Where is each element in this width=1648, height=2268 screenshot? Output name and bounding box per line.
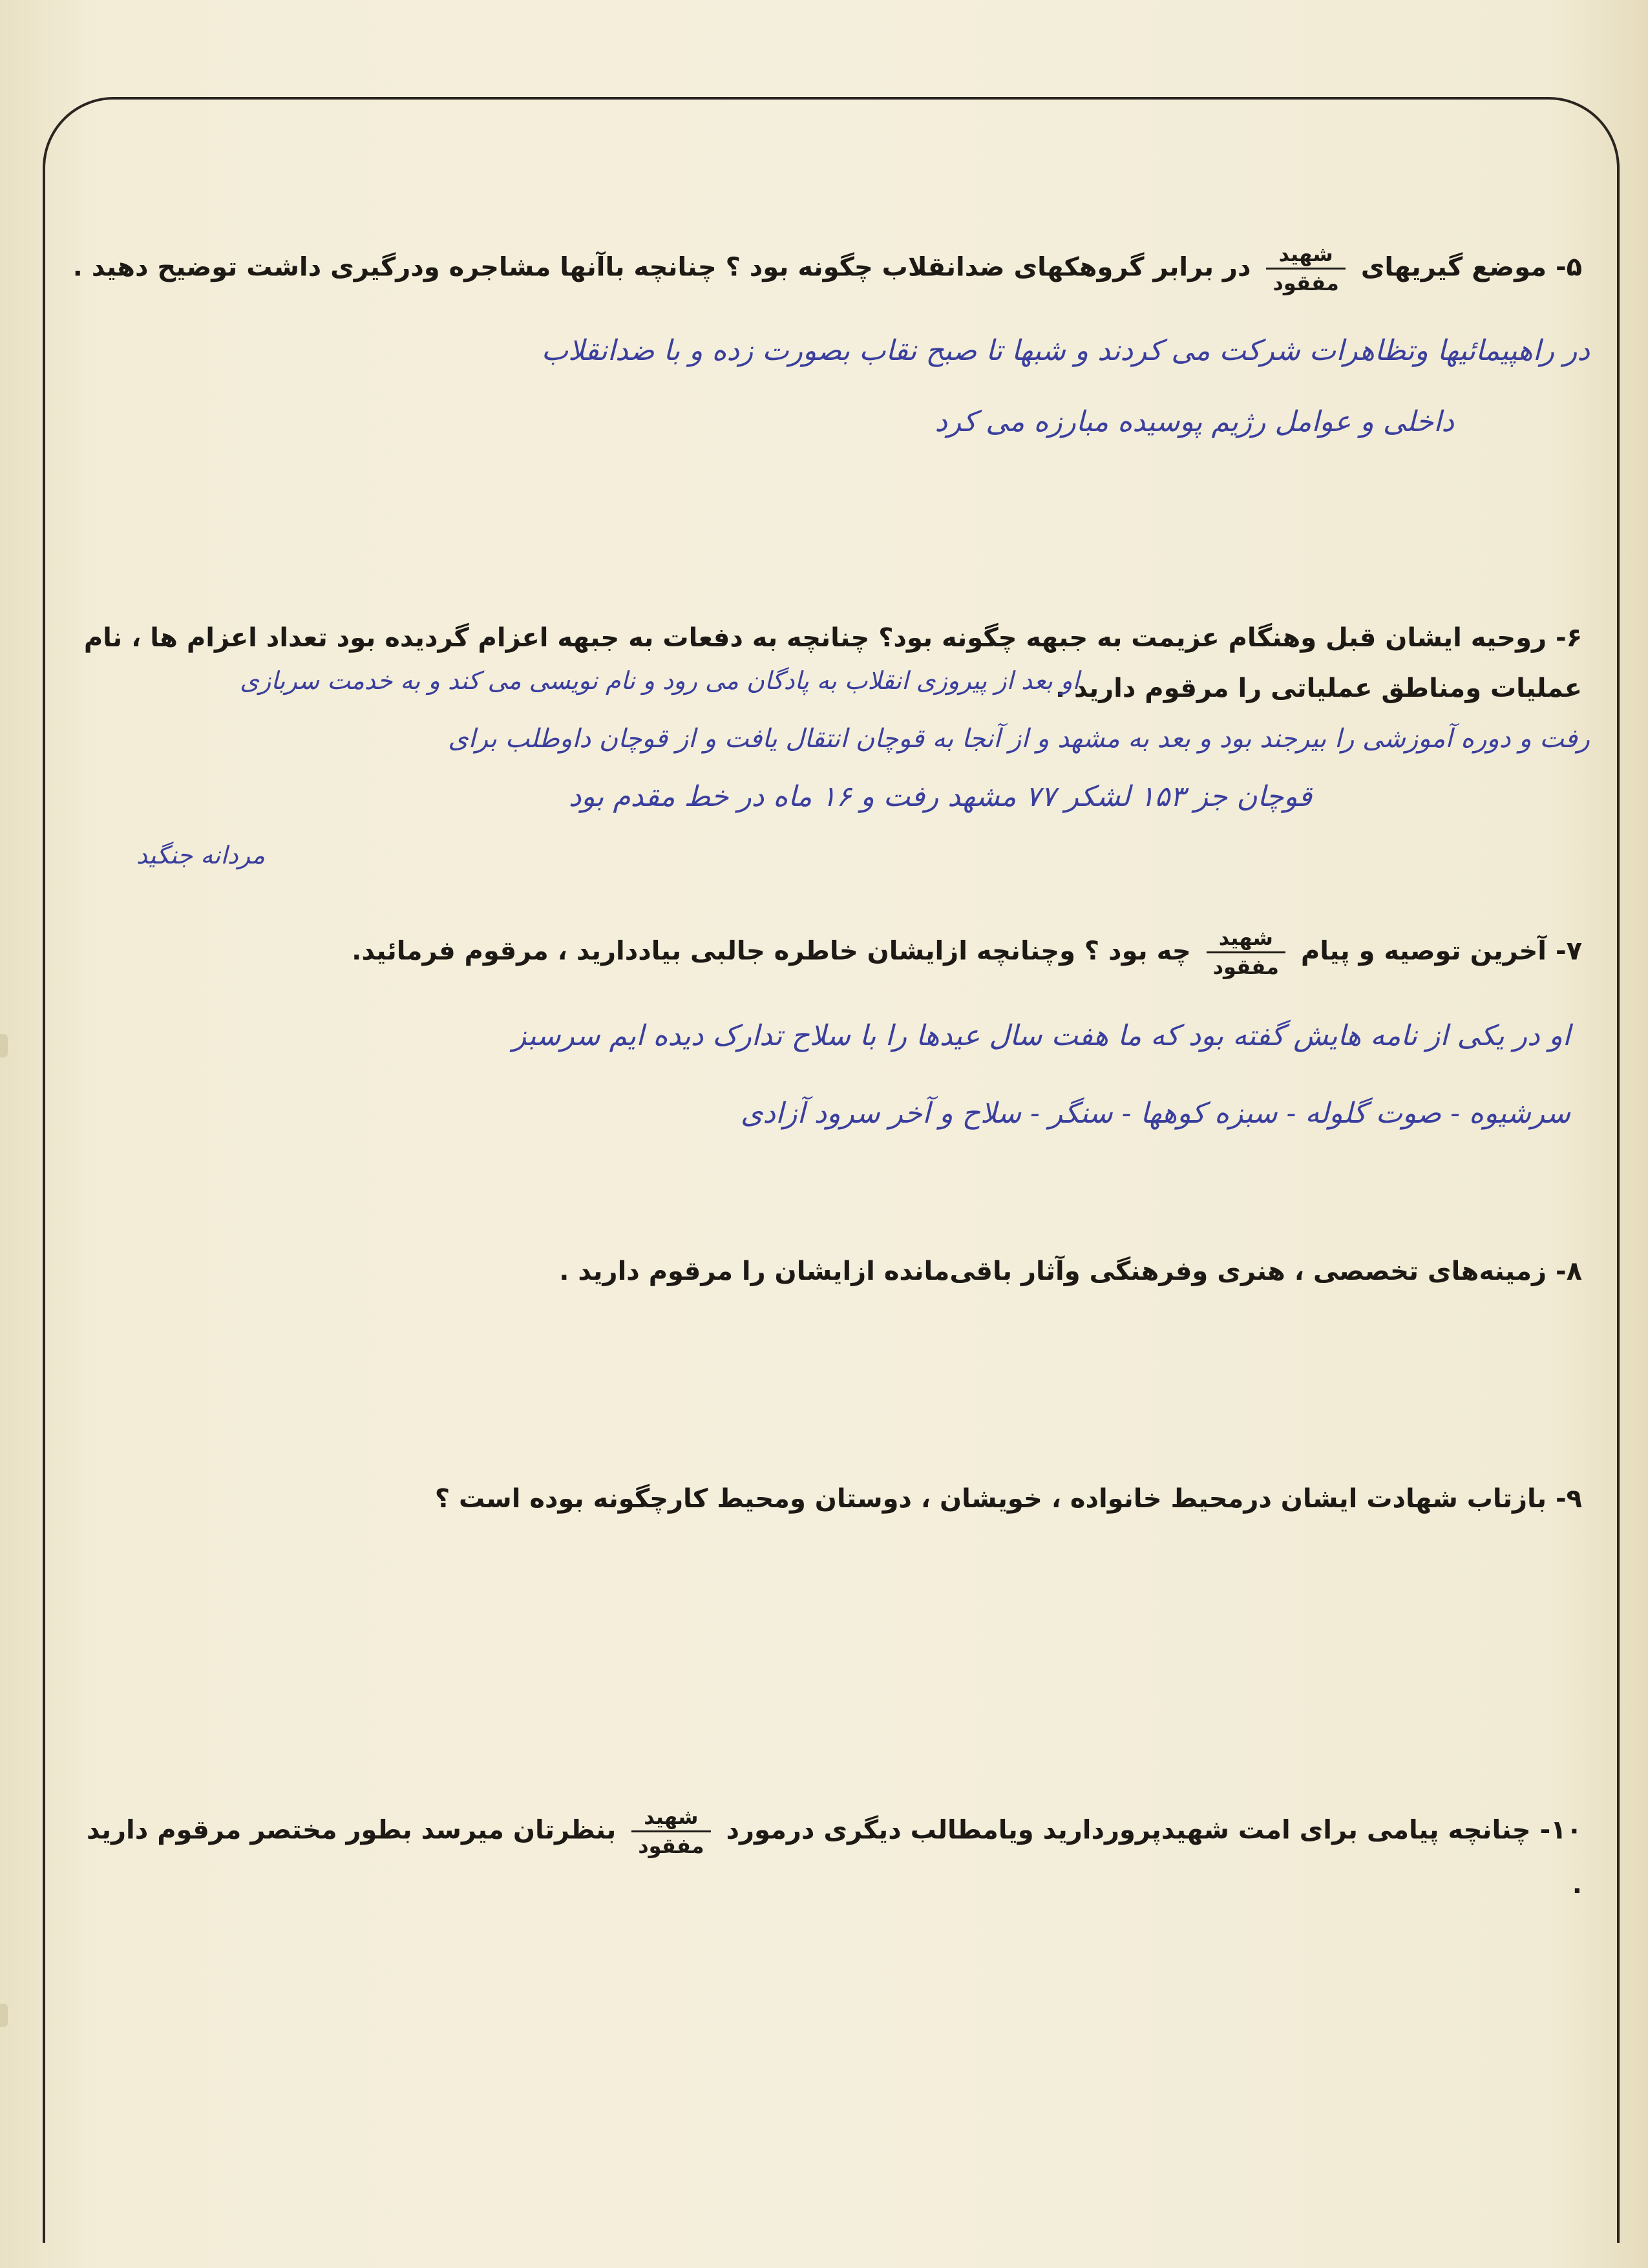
- handwritten-answer-line: مردانه جنگید: [136, 841, 265, 869]
- question-9: [76, 1474, 1582, 1524]
- handwritten-answer-line: سرشیوه - صوت گلوله - سبزه کوهها - سنگر - سلاح و آخر سرود آزادی: [740, 1097, 1570, 1130]
- question-number: ۹-: [1555, 1484, 1582, 1514]
- fraction-bottom: مفقود: [1212, 955, 1279, 979]
- handwritten-answer-line: او بعد از پیروزی انقلاب به پادگان می رود و نام نویسی می کند و به خدمت سربازی: [240, 666, 1079, 695]
- martyr-missing-fraction: [631, 1803, 710, 1860]
- question-text: در برابر گروهکهای ضدانقلاب چگونه بود ؟ چنانچه باآنها مشاجره ودرگیری داشت توضیح دهید .: [72, 252, 1251, 282]
- handwritten-answer-line: قوچان جز ۱۵۳ لشکر ۷۷ مشهد رفت و ۱۶ ماه در خط مقدم بود: [568, 780, 1312, 813]
- question-10: [70, 1803, 1582, 1910]
- question-text: چنانچه پیامی برای امت شهیدپروردارید ویامطالب دیگری درمورد: [726, 1815, 1531, 1845]
- question-number: ۸-: [1555, 1256, 1582, 1286]
- question-number: ۵-: [1555, 252, 1582, 282]
- question-5: [70, 240, 1582, 297]
- question-number: ۱۰-: [1539, 1815, 1582, 1845]
- binder-hole: [0, 2004, 8, 2027]
- question-text: زمینه‌های تخصصی ، هنری وفرهنگی وآثار باقی‌مانده ازایشان را مرقوم دارید .: [559, 1256, 1547, 1286]
- fraction-top: شهید: [1207, 924, 1285, 953]
- question-7: [70, 924, 1582, 980]
- martyr-missing-fraction: [1266, 240, 1345, 297]
- handwritten-answer-line: او در یکی از نامه هایش گفته بود که ما هفت سال عیدها را با سلاح تدارک دیده ایم سرسبز: [512, 1019, 1570, 1052]
- question-text: چه بود ؟ وچنانچه ازایشان خاطره جالبی بیاددارید ، مرقوم فرمائید.: [352, 936, 1191, 966]
- fraction-bottom: مفقود: [638, 1834, 704, 1858]
- martyr-missing-fraction: [1207, 924, 1285, 980]
- question-text: روحیه ایشان قبل وهنگام عزیمت به جبهه چگونه بود؟ چنانچه به دفعات به جبهه اعزام گردیده بود تعداد اعزام ها ، نام عملیات ومناطق عملیاتی را مرقوم دارید .: [83, 623, 1582, 703]
- question-text: آخرین توصیه و پیام: [1300, 936, 1547, 966]
- question-text: موضع گیریهای: [1360, 252, 1547, 282]
- handwritten-answer-line: رفت و دوره آموزشی را بیرجند بود و بعد به مشهد و از آنجا به قوچان انتقال یافت و از قوچان داوطلب برای: [448, 724, 1590, 754]
- fraction-top: شهید: [1266, 240, 1345, 270]
- fraction-bottom: مفقود: [1273, 271, 1339, 295]
- binder-hole: [0, 1034, 8, 1057]
- handwritten-answer-line: داخلی و عوامل رژیم پوسیده مبارزه می کرد: [935, 405, 1454, 438]
- question-8: [76, 1246, 1582, 1297]
- question-number: ۷-: [1555, 936, 1582, 966]
- question-text: بازتاب شهادت ایشان درمحیط خانواده ، خویشان ، دوستان ومحیط کارچگونه بوده است ؟: [434, 1484, 1547, 1514]
- question-text: بنظرتان میرسد بطور مختصر مرقوم دارید .: [86, 1815, 1582, 1900]
- handwritten-answer-line: در راهپیمائیها وتظاهرات شرکت می کردند و شبها تا صبح نقاب بصورت زده و با ضدانقلاب: [541, 334, 1590, 367]
- question-number: ۶-: [1555, 623, 1582, 653]
- fraction-top: شهید: [631, 1803, 710, 1832]
